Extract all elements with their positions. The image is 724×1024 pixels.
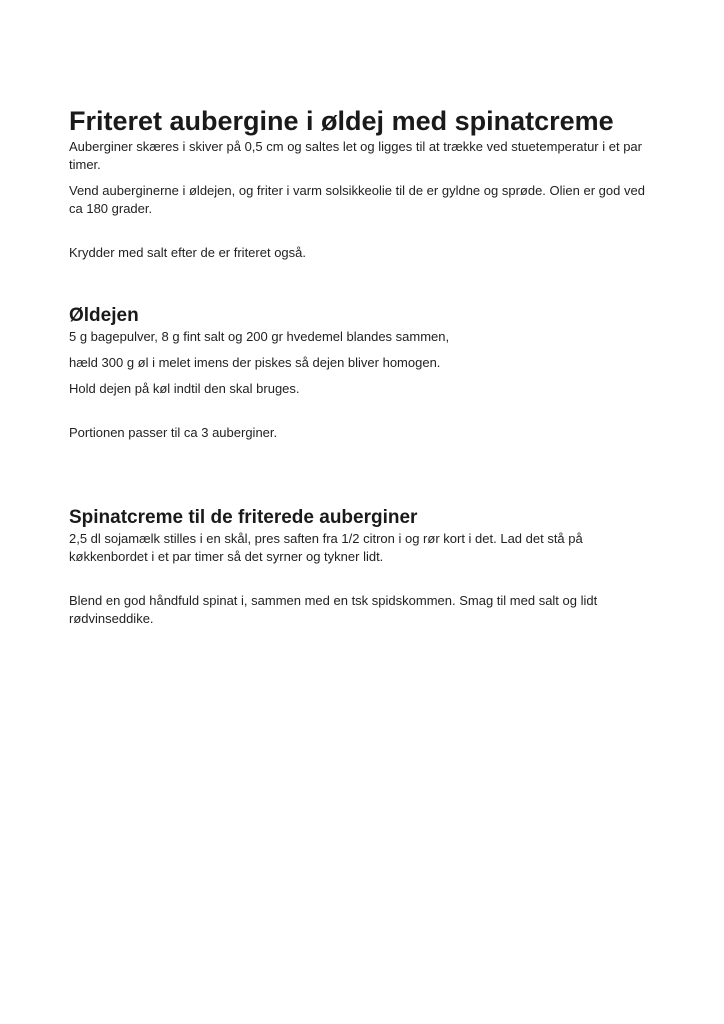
oldejen-paragraph-4: Portionen passer til ca 3 auberginer.	[69, 425, 278, 440]
section-heading-oldejen: Øldejen	[69, 305, 139, 326]
section-heading-spinatcreme: Spinatcreme til de friterede auberginer	[69, 507, 418, 528]
page-title: Friteret aubergine i øldej med spinatcreme	[69, 106, 614, 136]
spinatcreme-paragraph-1: 2,5 dl sojamælk stilles i en skål, pres saften fra 1/2 citron i og rør kort i det. Lad det stå på køkkenbordet i et par timer så det syrner og tykner lidt.	[69, 531, 583, 564]
document-content	[69, 104, 659, 628]
intro-paragraph-1: Auberginer skæres i skiver på 0,5 cm og saltes let og ligges til at trække ved stuetemperatur i et par timer.	[69, 139, 642, 172]
oldejen-paragraph-2: hæld 300 g øl i melet imens der piskes så dejen bliver homogen.	[69, 355, 441, 370]
intro-paragraph-3: Krydder med salt efter de er friteret også.	[69, 245, 306, 260]
oldejen-paragraph-1: 5 g bagepulver, 8 g fint salt og 200 gr hvedemel blandes sammen,	[69, 329, 450, 344]
oldejen-paragraph-3: Hold dejen på køl indtil den skal bruges.	[69, 381, 300, 396]
intro-paragraph-2: Vend auberginerne i øldejen, og friter i varm solsikkeolie til de er gyldne og sprøde. Olien er god ved ca 180 grader.	[69, 183, 645, 216]
spinatcreme-paragraph-2: Blend en god håndfuld spinat i, sammen med en tsk spidskommen. Smag til med salt og lidt rødvinseddike.	[69, 593, 598, 626]
